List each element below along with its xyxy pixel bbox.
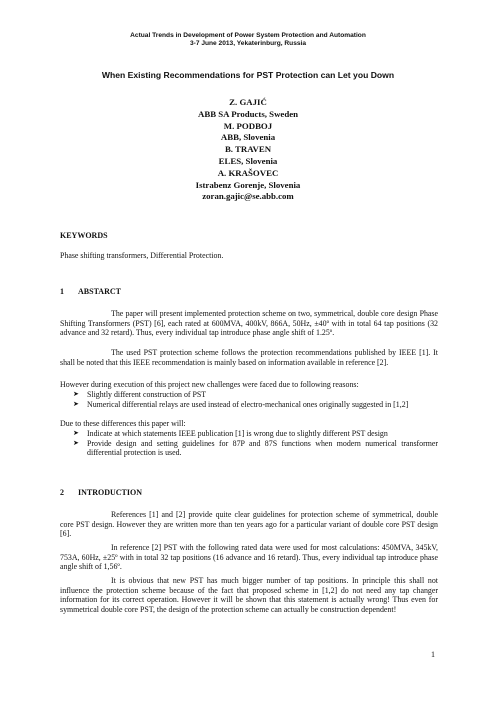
author-name: B. TRAVEN	[224, 144, 272, 155]
page-number: 1	[431, 650, 435, 659]
list-item: ➤ Indicate at which statements IEEE publication [1] is wrong due to slightly different PST design	[73, 429, 388, 438]
section-title: INTRODUCTION	[78, 488, 143, 497]
arrow-bullet-icon: ➤	[73, 429, 79, 437]
introduction-heading	[60, 488, 142, 498]
introduction-paragraph: In reference [2] PST with the following rated data were used for most calculations: 450MVA, 345kV, 753A, 60Hz, ±25º with in total 32 tap positions (16 advance and 16 retard). Thus, every individual tap introduce phase angle shift of 1,56º.	[60, 543, 438, 572]
author-block	[0, 97, 496, 203]
arrow-bullet-icon: ➤	[73, 390, 79, 398]
arrow-bullet-icon: ➤	[73, 438, 79, 447]
author-name: A. KRAŠOVEC	[217, 167, 279, 178]
abstract-paragraph: Due to these differences this paper will:	[60, 419, 186, 428]
author-affiliation: ELES, Slovenia	[218, 155, 278, 166]
author-affiliation: ABB SA Products, Sweden	[197, 108, 299, 119]
bullet-list	[60, 429, 438, 458]
author-affiliation: Istrabenz Gorenje, Slovenia	[195, 179, 301, 190]
arrow-bullet-icon: ➤	[73, 399, 79, 408]
abstract-paragraph: The paper will present implemented protection scheme on two, symmetrical, double core design Phase Shifting Transformers (PST) [6], each rated at 600MVA, 400kV, 866A, 50Hz, ±40º with in total 64 tap positions (32 advance and 32 retard). Thus, every individual tap introduce phase angle shift of 1.25º.	[60, 309, 438, 338]
abstract-paragraph: However during execution of this project new challenges were faced due to following reasons:	[60, 380, 359, 389]
section-title: ABSTARCT	[78, 287, 121, 296]
list-item: ➤ Numerical differential relays are used instead of electro-mechanical ones originally suggested in [1,2]	[73, 399, 409, 409]
conference-name: Actual Trends in Development of Power System Protection and Automation	[130, 32, 366, 39]
conference-date-location: 3-7 June 2013, Yekaterinburg, Russia	[189, 40, 307, 47]
list-item: ➤ Provide design and setting guidelines for 87P and 87S functions when modern numerical transformer differential protection is used.	[73, 438, 438, 458]
introduction-paragraph: It is obvious that new PST has much bigger number of tap positions. In principle this shall not influence the protection scheme because of the fact that proposed scheme in [1,2] do not need any tap changer information for its correct operation. However it will be shown that this statement is actually wrong! Thus even for symmetrical double core PST, the design of the protection scheme can actually be construction dependent!	[60, 576, 438, 614]
list-item: ➤ Slightly different construction of PST	[73, 390, 207, 399]
section-number: 2	[60, 488, 64, 497]
abstract-heading	[60, 287, 121, 297]
section-number: 1	[60, 287, 64, 296]
keywords-text: Phase shifting transformers, Differential Protection.	[60, 251, 224, 260]
introduction-paragraph: References [1] and [2] provide quite clear guidelines for protection scheme of symmetrical, double core PST design. However they are written more than ten years ago for a particular variant of double core PST design [6].	[60, 510, 438, 539]
paper-title: When Existing Recommendations for PST Protection can Let you Down	[101, 70, 395, 80]
author-email: zoran.gajic@se.abb.com	[202, 191, 294, 202]
abstract-paragraph: The used PST protection scheme follows the protection recommendations published by IEEE [1]. It shall be noted that this IEEE recommendation is mainly based on information available in reference [2].	[60, 348, 438, 367]
author-affiliation: ABB, Slovenia	[220, 132, 276, 143]
bullet-list	[60, 390, 438, 409]
author-name: Z. GAJIĆ	[229, 97, 267, 107]
keywords-heading: KEYWORDS	[60, 231, 108, 240]
author-name: M. PODBOJ	[223, 120, 273, 131]
